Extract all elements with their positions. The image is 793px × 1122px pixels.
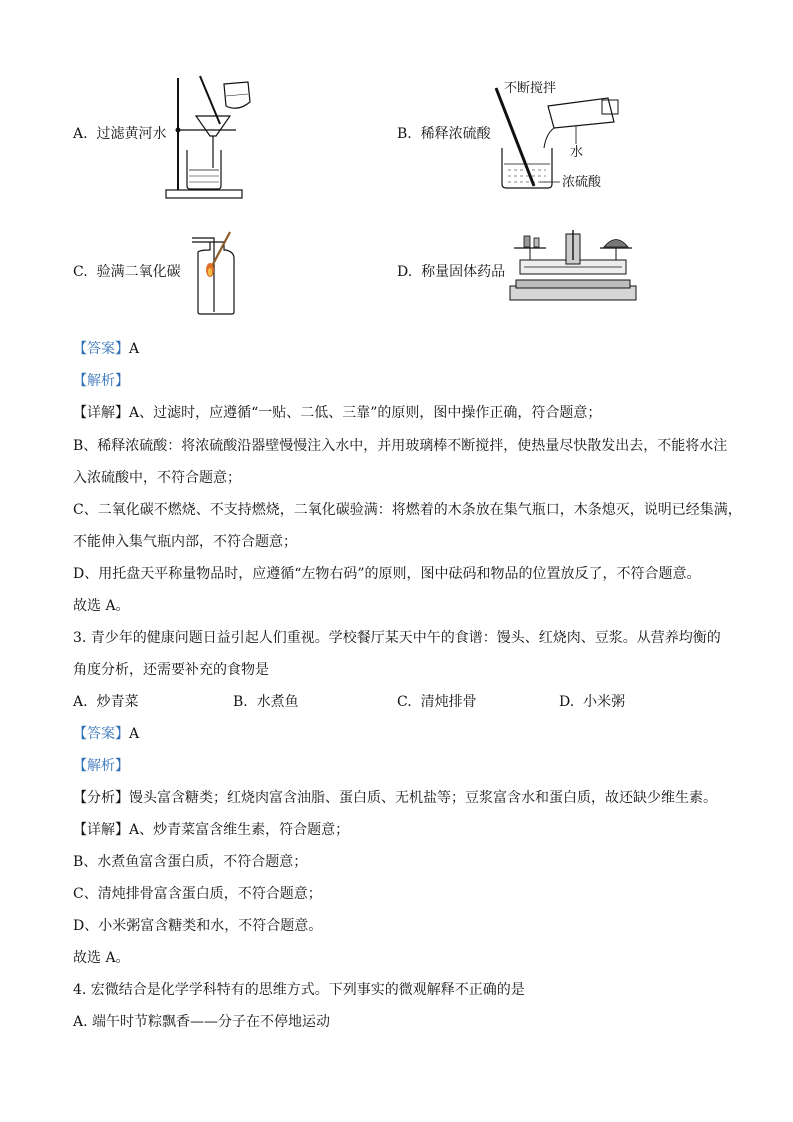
q2-detail-line: 不能伸入集气瓶内部，不符合题意； bbox=[73, 534, 297, 550]
q2-detail-line: 入浓硫酸中，不符合题意； bbox=[73, 470, 241, 486]
co2-bottle-figure bbox=[186, 228, 246, 318]
q3-analysis-line: B、水煮鱼富含蛋白质，不符合题意； bbox=[73, 854, 308, 870]
q3-analysis-line: 故选 A。 bbox=[73, 950, 130, 966]
q4-option-a: A. 端午时节粽飘香——分子在不停地运动 bbox=[73, 1014, 331, 1030]
option-b-label: B. 稀释浓硫酸 bbox=[397, 126, 491, 142]
q3-analysis-label: 【解析】 bbox=[73, 758, 129, 774]
q3-option-a: A. 炒青菜 bbox=[73, 694, 139, 710]
option-a-label: A. 过滤黄河水 bbox=[73, 126, 167, 142]
q2-detail-line: D、用托盘天平称量物品时，应遵循“左物右码”的原则，图中砝码和物品的位置放反了，不符合题意。 bbox=[73, 566, 701, 582]
q3-option-c: C. 清炖排骨 bbox=[397, 694, 477, 710]
q2-answer: 【答案】A bbox=[73, 341, 140, 357]
q2-detail-line: B、稀释浓硫酸：将浓硫酸沿器壁慢慢注入水中，并用玻璃棒不断搅拌，使热量尽快散发出去，不能将水注 bbox=[73, 438, 728, 454]
q3-option-b: B. 水煮鱼 bbox=[233, 694, 299, 710]
q3-option-d: D. 小米粥 bbox=[559, 694, 626, 710]
stir-label: 不断搅拌 bbox=[504, 81, 557, 96]
q3-analysis-line: 【详解】A、炒青菜富含维生素，符合题意； bbox=[73, 822, 350, 838]
q3-analysis-line: 【分析】馒头富含糖类；红烧肉富含油脂、蛋白质、无机盐等；豆浆富含水和蛋白质，故还缺少维生素。 bbox=[73, 790, 717, 806]
q3-answer: 【答案】A bbox=[73, 726, 140, 742]
q3-stem-line2: 角度分析，还需要补充的食物是 bbox=[73, 662, 269, 678]
q3-analysis-line: D、小米粥富含糖类和水，不符合题意。 bbox=[73, 918, 323, 934]
q2-detail-line: 【详解】A、过滤时，应遵循“一贴、二低、三靠”的原则，图中操作正确，符合题意； bbox=[73, 405, 602, 421]
water-label: 水 bbox=[570, 145, 584, 160]
dilution-figure bbox=[490, 78, 640, 198]
acid-label: 浓硫酸 bbox=[562, 175, 602, 190]
q4-stem: 4. 宏微结合是化学学科特有的思维方式。下列事实的微观解释不正确的是 bbox=[73, 982, 525, 998]
q2-analysis-label: 【解析】 bbox=[73, 373, 129, 389]
option-d-label: D. 称量固体药品 bbox=[397, 264, 506, 280]
q3-analysis-line: C、清炖排骨富含蛋白质，不符合题意； bbox=[73, 886, 322, 902]
q3-stem-line1: 3. 青少年的健康问题日益引起人们重视。学校餐厅某天中午的食谱：馒头、红烧肉、豆浆。从营养均衡的 bbox=[73, 630, 721, 646]
q2-detail-line: 故选 A。 bbox=[73, 598, 130, 614]
q2-detail-line: C、二氧化碳不燃烧、不支持燃烧，二氧化碳验满：将燃着的木条放在集气瓶口，木条熄灭，说明已经集满， bbox=[73, 502, 742, 518]
filtration-figure bbox=[158, 72, 258, 202]
option-c-label: C. 验满二氧化碳 bbox=[73, 264, 181, 280]
balance-figure bbox=[506, 226, 641, 306]
